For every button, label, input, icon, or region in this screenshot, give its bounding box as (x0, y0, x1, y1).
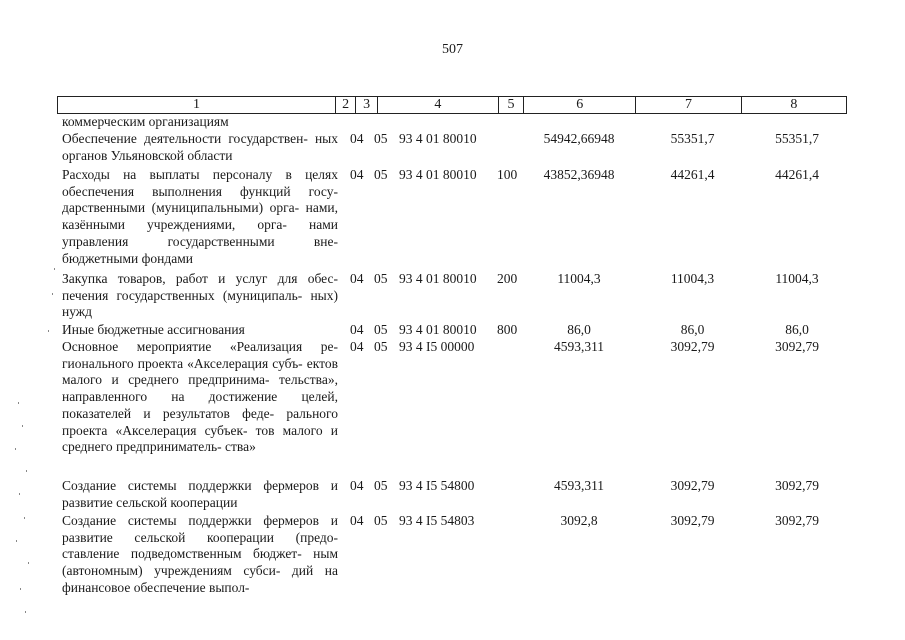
cell-section: 04 (350, 322, 364, 337)
cell-amount-3: 3092,79 (775, 513, 819, 528)
cell-amount-1: 86,0 (567, 322, 591, 337)
cell-amount-3: 55351,7 (775, 131, 819, 146)
header-col-8: 8 (790, 97, 798, 112)
cell-subsection: 05 (374, 339, 388, 354)
cell-target-code: 93 4 I5 54800 (399, 478, 475, 493)
cell-amount-1: 11004,3 (557, 271, 601, 286)
header-col-3: 3 (356, 97, 377, 113)
cell-amount-2: 3092,79 (670, 339, 715, 354)
cell-target-code: 93 4 01 80010 (399, 271, 477, 286)
cell-amount-3: 86,0 (785, 322, 809, 337)
cell-amount-2: 11004,3 (670, 271, 715, 286)
table-header (57, 96, 847, 114)
cell-subsection: 05 (374, 513, 388, 528)
cell-subsection: 05 (374, 478, 388, 493)
cell-target-code: 93 4 I5 00000 (399, 339, 475, 354)
row-description: Обеспечение деятельности государствен- ных органов Ульяновской области (62, 131, 338, 163)
header-col-7: 7 (636, 97, 741, 113)
row-description: Создание системы поддержки фермеров и развитие сельской кооперации (предо- ставление подведомственным бюджет- ным (автономным) учреждениям субси- дий на финансовое обеспечение выпол- (62, 513, 338, 595)
cell-subsection: 05 (374, 322, 388, 337)
cell-section: 04 (350, 513, 364, 528)
cell-amount-1: 54942,66948 (543, 131, 615, 146)
cell-subsection: 05 (374, 131, 388, 146)
cell-section: 04 (350, 167, 364, 182)
cell-amount-2: 3092,79 (670, 478, 715, 493)
row-description: Иные бюджетные ассигнования (62, 322, 245, 337)
cell-amount-1: 3092,8 (560, 513, 598, 528)
header-col-4: 4 (378, 97, 499, 113)
row-description: Основное мероприятие «Реализация ре- гионального проекта «Акселерация субъ- ектов малого и среднего предпринима- тельства», направленного на достижение целей, показателей и результатов феде- рального проекта «Акселерация субъек- тов малого и среднего предприниматель- ства» (62, 339, 338, 455)
cell-section: 04 (350, 478, 364, 493)
cell-amount-1: 4593,311 (553, 339, 605, 354)
row-description: Расходы на выплаты персоналу в целях обеспечения выполнения функций госу- дарственными (муниципальными) орга- нами, казёнными учреждениями, орга- нами управления государственными вне- бюджетными фондами (62, 167, 338, 266)
cell-amount-3: 44261,4 (775, 167, 819, 182)
cell-expense-type: 100 (497, 167, 518, 182)
cell-target-code: 93 4 01 80010 (399, 322, 477, 337)
cell-subsection: 05 (374, 271, 388, 286)
cell-amount-1: 43852,36948 (543, 167, 615, 182)
cell-subsection: 05 (374, 167, 388, 182)
cell-expense-type: 800 (497, 322, 518, 337)
cell-amount-1: 4593,311 (553, 478, 605, 493)
cell-amount-3: 3092,79 (775, 478, 819, 493)
cell-expense-type: 200 (497, 271, 518, 286)
row-description: Создание системы поддержки фермеров и развитие сельской кооперации (62, 478, 338, 510)
row-description: коммерческим организациям (62, 114, 229, 129)
cell-amount-3: 3092,79 (775, 339, 819, 354)
page-number: 507 (442, 42, 463, 57)
cell-section: 04 (350, 271, 364, 286)
header-col-6: 6 (524, 97, 636, 113)
cell-target-code: 93 4 01 80010 (399, 131, 477, 146)
cell-target-code: 93 4 01 80010 (399, 167, 477, 182)
cell-section: 04 (350, 339, 364, 354)
cell-amount-2: 55351,7 (670, 131, 715, 146)
cell-amount-2: 44261,4 (670, 167, 715, 182)
cell-amount-2: 86,0 (680, 322, 705, 337)
cell-amount-3: 11004,3 (775, 271, 819, 286)
cell-target-code: 93 4 I5 54803 (399, 513, 475, 528)
header-col-1: 1 (58, 97, 336, 113)
cell-section: 04 (350, 131, 364, 146)
header-col-2: 2 (336, 97, 357, 113)
cell-amount-2: 3092,79 (670, 513, 715, 528)
header-col-5: 5 (499, 97, 524, 113)
row-description: Закупка товаров, работ и услуг для обес- печения государственных (муниципаль- ных) нужд (62, 271, 338, 320)
